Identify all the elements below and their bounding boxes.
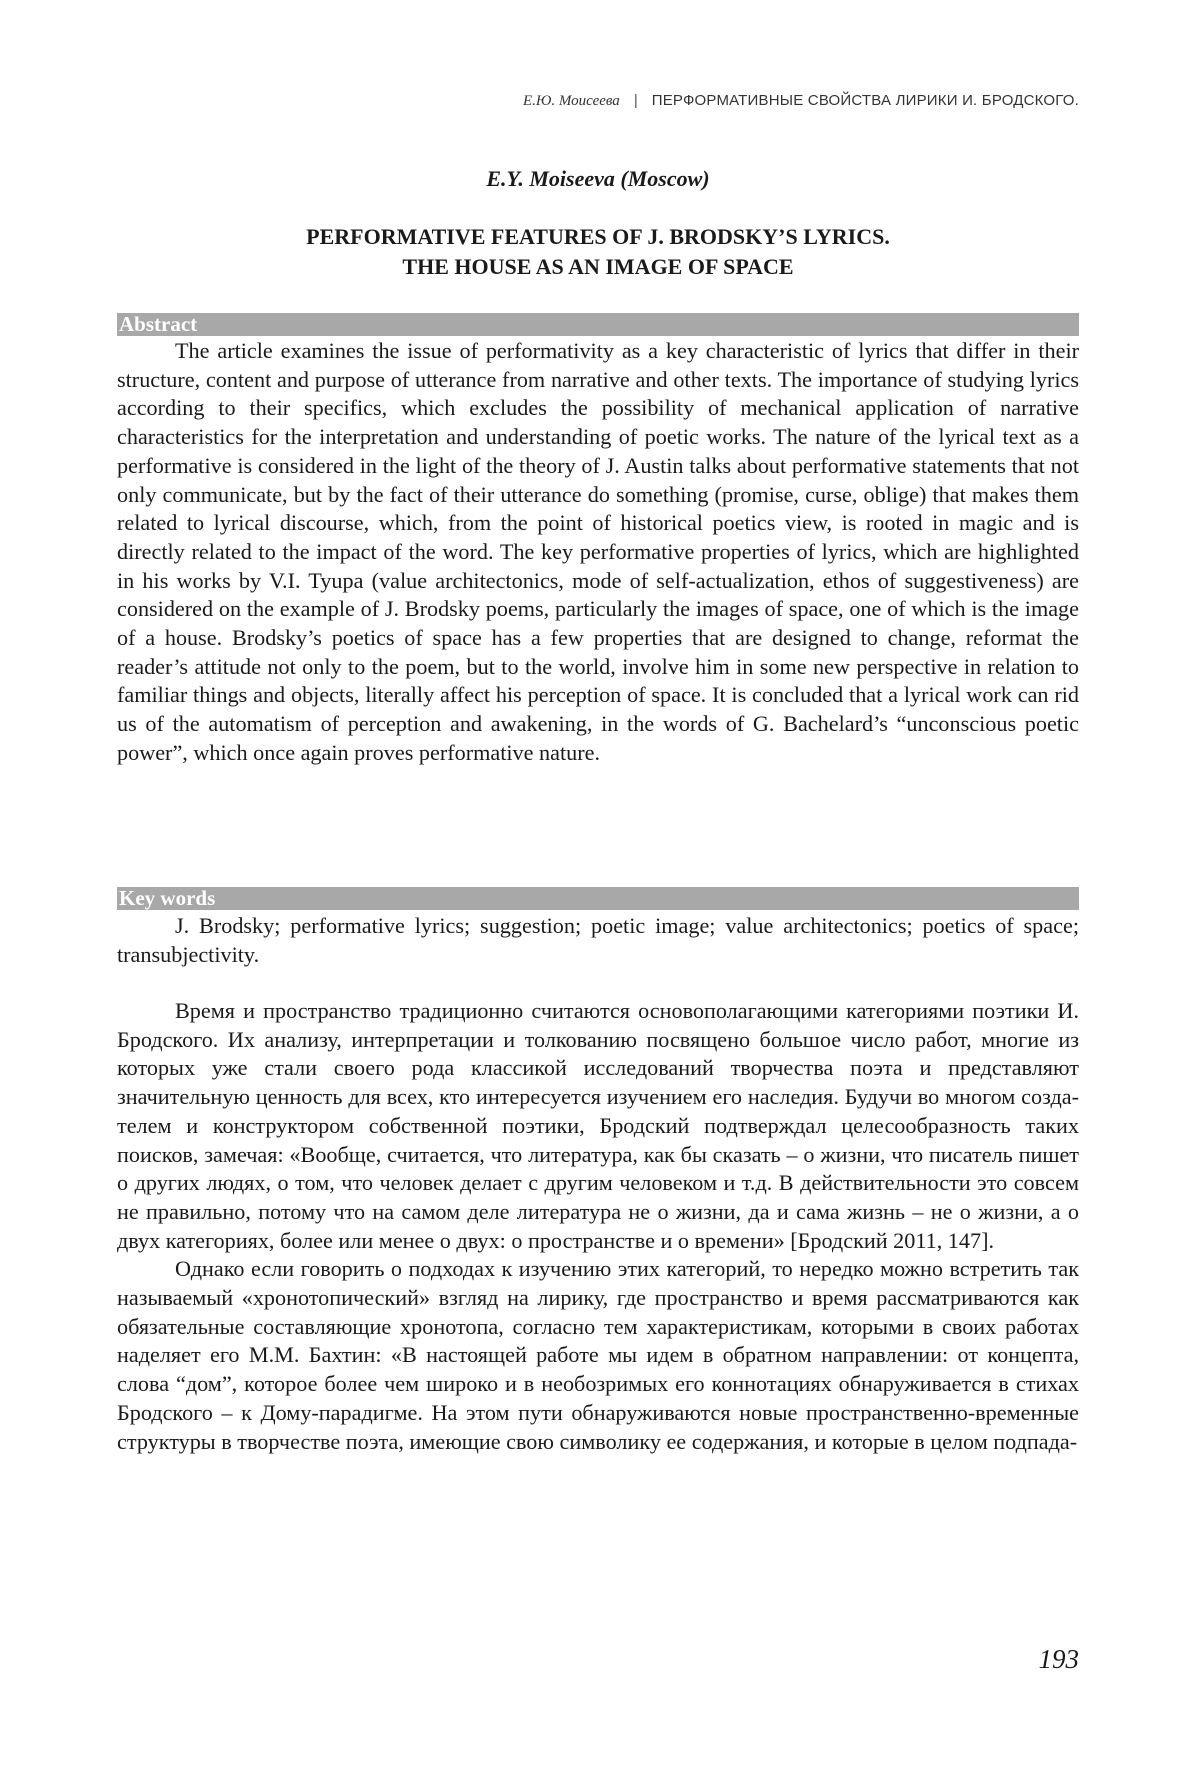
abstract-heading: Abstract xyxy=(117,313,1079,336)
running-header xyxy=(523,92,1079,110)
body-paragraph: Время и пространство традиционно считаются основополагающими кате­гориями поэтики И. Бродского. Их анализу, интерпретации и толкованию по­священо большое число работ, многие из которых уже стали своего рода клас­сикой исследований творчества поэта и представляют значительную ценность для всех, кто интересуется изучением его наследия. Будучи во многом созда­телем и конструктором собственной поэтики, Бродский подтверждал целесо­образность таких поисков, замечая: «Вообще, считается, что литература, как бы сказать – о жизни, что писатель пишет о других людях, о том, что человек делает с другим человеком и т.д. В действительности это совсем не правильно, потому что на самом деле литература не о жизни, да и сама жизнь – не о жиз­ни, а о двух категориях, более или менее о двух: о пространстве и о времени» [Бродский 2011, 147]. xyxy=(117,997,1079,1255)
article-title xyxy=(117,222,1079,282)
running-header-separator: | xyxy=(634,92,638,109)
page xyxy=(117,0,1079,1784)
body-paragraph: Однако если говорить о подходах к изучению этих категорий, то нередко можно встретить так называемый «хронотопический» взгляд на лирику, где пространство и время рассматриваются как обязательные составляющие хро­нотопа, согласно тем характеристикам, которыми в своих работах наделяет его М.М. Бахтин: «В настоящей работе мы идем в обратном направлении: от концепта, слова “дом”, которое более чем широко и в необозримых его конно­тациях обнаруживается в стихах Бродского – к Дому-парадигме. На этом пути обнаруживаются новые пространственно-временные структуры в творчестве поэта, имеющие свою символику ее содержания, и которые в целом подпада- xyxy=(117,1255,1079,1456)
keywords-text xyxy=(117,912,1079,969)
abstract-paragraph: The article examines the issue of performativity as a key characteristic of lyrics that differ in their structure, content and purpose of utterance from narrative and other texts. The importance of studying lyrics according to their specifics, which excludes the possibility of mechanical application of narrative characteristics for the interpretation and understanding of poetic works. The nature of the lyrical text as a performative is considered in the light of the theory of J. Austin talks about per­formative statements that not only communicate, but by the fact of their utterance do something (promise, curse, oblige) that makes them related to lyrical discourse, which, from the point of historical poetics view, is rooted in magic and is directly re­lated to the impact of the word. The key performative properties of lyrics, which are highlighted in his works by V.I. Tyupa (value architectonics, mode of self-actualiza­tion, ethos of suggestiveness) are considered on the example of J. Brodsky poems, particularly the images of space, one of which is the image of a house. Brodsky’s po­etics of space has a few properties that are designed to change, reformat the reader’s attitude not only to the poem, but to the world, involve him in some new perspective in relation to familiar things and objects, literally affect his perception of space. It is concluded that a lyrical work can rid us of the automatism of perception and awak­ening, in the words of G. Bachelard’s “unconscious poetic power”, which once again proves performative nature. xyxy=(117,337,1079,768)
running-header-title: ПЕРФОРМАТИВНЫЕ СВОЙСТВА ЛИРИКИ И. БРОДСКОГО. xyxy=(652,92,1079,109)
article-author: E.Y. Moiseeva (Moscow) xyxy=(117,166,1079,192)
page-number: 193 xyxy=(1039,1644,1080,1675)
abstract-text xyxy=(117,337,1079,768)
running-header-author: Е.Ю. Моисеева xyxy=(523,93,620,109)
article-title-line-1: PERFORMATIVE FEATURES OF J. BRODSKY’S LYRICS. xyxy=(117,222,1079,252)
article-title-line-2: THE HOUSE AS AN IMAGE OF SPACE xyxy=(117,252,1079,282)
article-body xyxy=(117,997,1079,1456)
keywords-heading: Key words xyxy=(117,887,1079,910)
keywords-paragraph: J. Brodsky; performative lyrics; suggestion; poetic image; value architectonics; poetics of space; transubjectivity. xyxy=(117,912,1079,969)
